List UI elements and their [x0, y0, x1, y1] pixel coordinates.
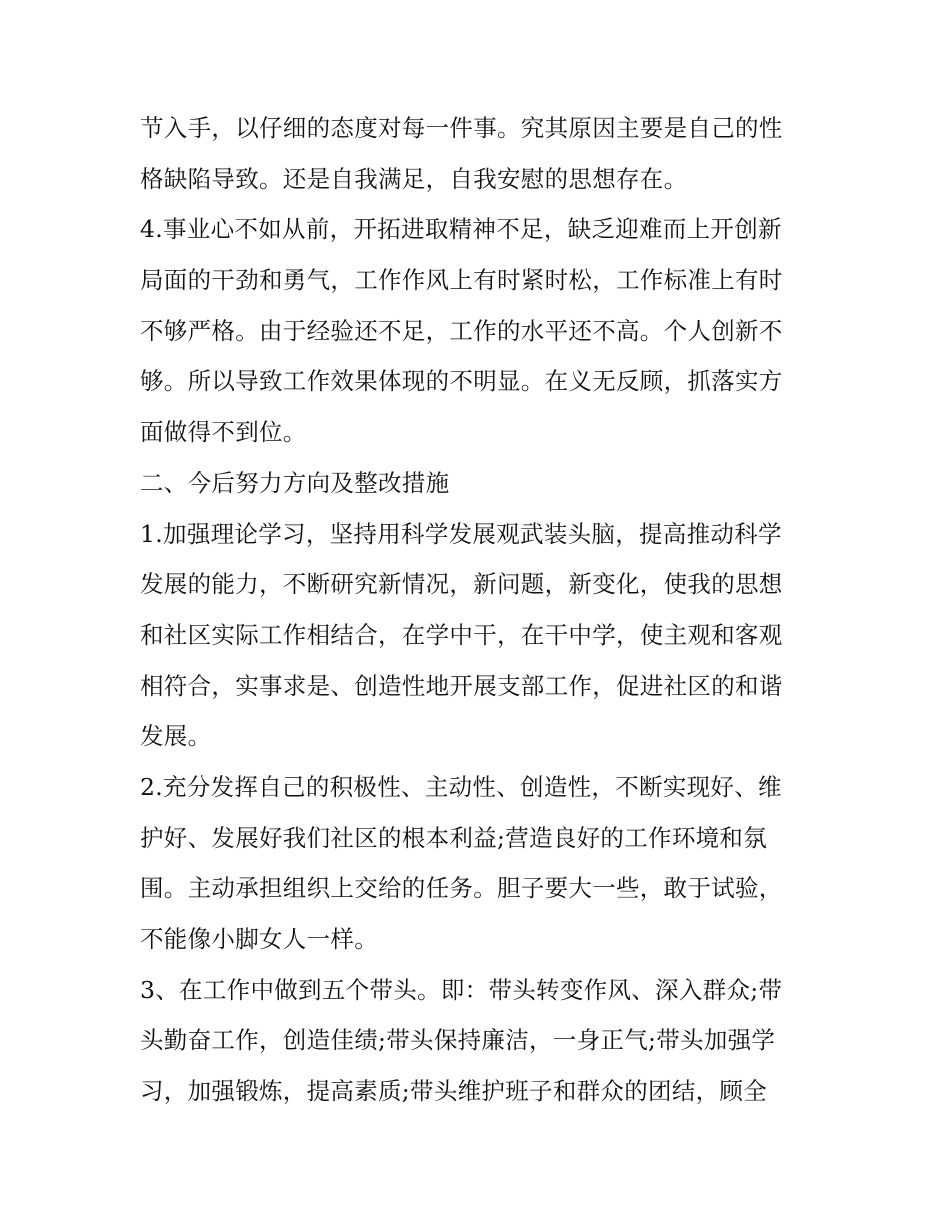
- text-line: 头勤奋工作，创造佳绩;带头保持廉洁，一身正气;带头加强学: [140, 1026, 776, 1055]
- text-line: 发展。: [140, 722, 212, 751]
- text-line: 围。主动承担组织上交给的任务。胆子要大一些，敢于试验，: [140, 874, 783, 903]
- text-line: 够。所以导致工作效果体现的不明显。在义无反顾，抓落实方: [140, 367, 783, 396]
- text-line: 4.事业心不如从前，开拓进取精神不足，缺乏迎难而上开创新: [140, 215, 782, 244]
- text-line: 格缺陷导致。还是自我满足，自我安慰的思想存在。: [140, 164, 688, 193]
- text-line: 2.充分发挥自己的积极性、主动性、创造性，不断实现好、维: [140, 772, 782, 801]
- text-line: 护好、发展好我们社区的根本利益;营造良好的工作环境和氛: [140, 823, 768, 852]
- text-line: 相符合，实事求是、创造性地开展支部工作，促进社区的和谐: [140, 671, 783, 700]
- document-page: [140, 103, 820, 1117]
- text-line: 和社区实际工作相结合，在学中干，在干中学，使主观和客观: [140, 620, 783, 649]
- text-line: 节入手，以仔细的态度对每一件事。究其原因主要是自己的性: [140, 114, 783, 142]
- text-line: 面做得不到位。: [140, 418, 307, 447]
- text-line: 3、在工作中做到五个带头。即：带头转变作风、深入群众;带: [140, 975, 783, 1004]
- text-line: 发展的能力，不断研究新情况，新问题，新变化，使我的思想: [140, 570, 783, 599]
- text-line: 不能像小脚女人一样。: [140, 925, 378, 953]
- text-line: 习，加强锻炼，提高素质;带头维护班子和群众的团结，顾全: [140, 1077, 768, 1106]
- section-heading: 二、今后努力方向及整改措施: [140, 468, 450, 497]
- text-line: 不够严格。由于经验还不足，工作的水平还不高。个人创新不: [140, 316, 783, 345]
- text-line: 局面的干劲和勇气，工作作风上有时紧时松，工作标准上有时: [140, 266, 783, 295]
- text-line: 1.加强理论学习，坚持用科学发展观武装头脑，提高推动科学: [140, 519, 782, 548]
